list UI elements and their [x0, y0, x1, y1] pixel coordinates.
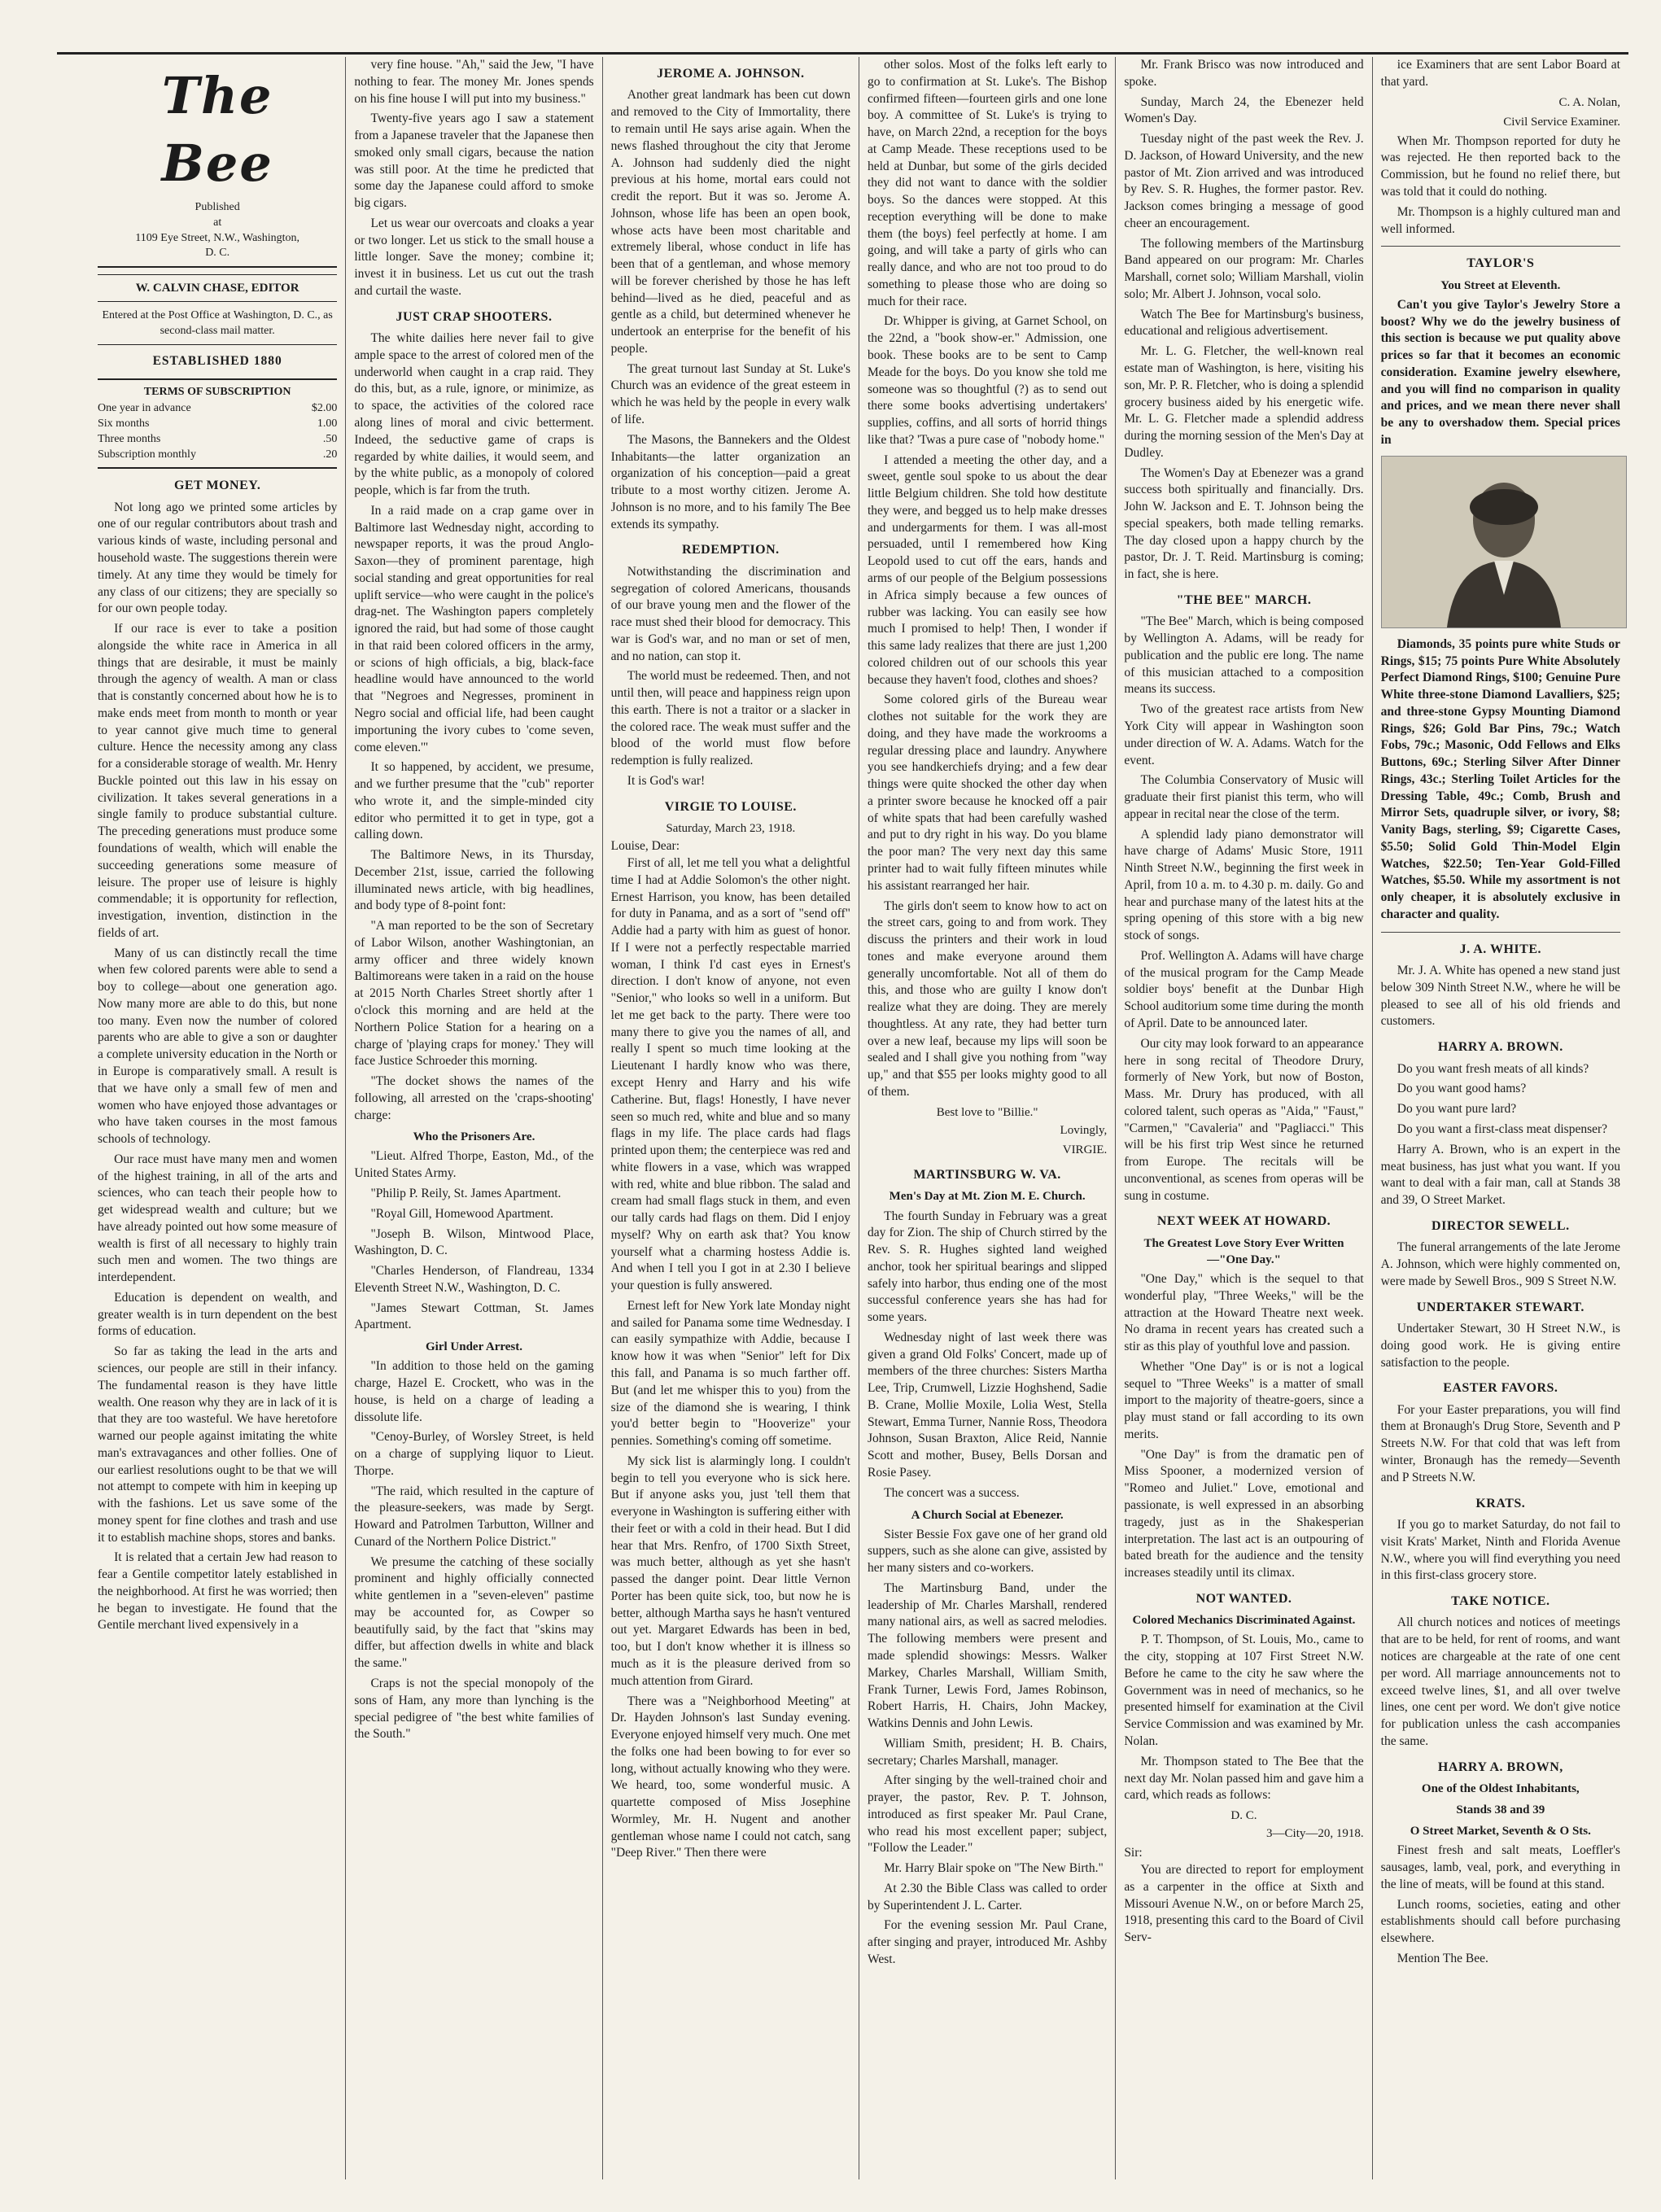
article-paragraph: "One Day" is from the dramatic pen of Miss Spooner, a modernized version of "Romeo and Juliet." Love, emotional and passionate, is well expressed in an absorbing tragedy, just as in the Shakesperian interpretation. The last act is an outpouring of bated breath for the audience and the tensity increases steadily until its climax.: [1124, 1447, 1364, 1580]
article-paragraph: "The Bee" March, which is being composed by Wellington A. Adams, will be ready for publication and the public ere long. The name of this musician attached to a composition means its success.: [1124, 614, 1364, 697]
prisoner-entry: "Charles Henderson, of Flandreau, 1334 Eleventh Street N.W., Washington, D. C.: [354, 1264, 594, 1295]
card-salutation: Sir:: [1124, 1846, 1143, 1860]
article-paragraph: Dr. Whipper is giving, at Garnet School, on the 22nd, a "book show-er." Admission, one book. These books are to be sent to Camp Meade for the boys. Do you know she told me someone was so thoughtful (?) as to send out there some books advertising undertakers' supplies, coffins, and all sorts of horrid things like that? 'Twas a pure case of "nobody home.": [867, 314, 1108, 447]
article-paragraph: Ernest left for New York late Monday night and sailed for Panama some time Wednesday. I can easily sympathize with Addie, because I know how it was when "Senior" left for Dix this fall, and Panama is so much farther off. But (and let me whisper this to you) from the size of the diamond she is wearing, I think you'd better begin to "Hooverize" your pennies. Something's coming off sometime.: [610, 1298, 850, 1449]
ad-text: If you go to market Saturday, do not fail to visit Krats' Market, Ninth and Florida Avenue N.W., where you will find everything you need in this first-class grocery store.: [1380, 1517, 1620, 1583]
article-paragraph: A splendid lady piano demonstrator will have charge of Adams' Music Store, 1911 Ninth Street N.W., beginning the first week in April, from 10 a. m. to 4.30 p. m. daily. Go and hear and purchase many of the latest hits at the spring opening of this store with a big new stock of songs.: [1124, 827, 1364, 943]
ad-text: Mr. J. A. White has opened a new stand just below 309 Ninth Street N.W., where he will be pleased to see all of his old friends and customers.: [1380, 964, 1620, 1029]
article-paragraph: Mr. L. G. Fletcher, the well-known real estate man of Washington, is here, visiting his son, Mr. P. R. Fletcher, who is doing a splendid grocery business aided by his energetic wife. Mr. L. G. Fletcher made a splendid address during the morning session of the Men's Day at Dudley.: [1124, 344, 1364, 460]
article-paragraph: If our race is ever to take a position alongside the white race in America in all things that are desirable, it must be mainly through the agency of wealth. A man or class that is constantly concerned about how he is to make ends meet from month to month or year to year cannot give much time to general culture. Hence the necessity among any class for a considerable storage of wealth. Mr. Henry Buckle pointed out this law in his essay on civilization. It takes several generations in a single family to produce substantial culture. The preceding generations must produce some foundations of wealth, which will enable the succeeding generations some measure of leisure. The proper use of leisure is highly commendable; it is opportunity for reflection, investigation, invention, distinction in the fields of art.: [98, 622, 338, 940]
masthead: [98, 62, 337, 268]
prisoner-entry: "Philip P. Reily, St. James Apartment.: [370, 1187, 562, 1200]
article-paragraph: The Martinsburg Band, under the leadership of Mr. Charles Marshall, rendered many national airs, as well as sacred melodies. The following members were present and made splendid showings: Messrs. Walker Markey, Charles Marshall, William Smith, Frank Turner, Lewis Ford, James Robinson, Robert Harris, H. Chairs, John Mackey, Watkins Dennis and John Lewis.: [867, 1580, 1108, 1731]
published-label: Published: [195, 201, 240, 214]
article-heading: "THE BEE" MARCH.: [1176, 592, 1312, 607]
article-paragraph: Tuesday night of the past week the Rev. J. D. Jackson, of Howard University, and the new pastor of Mt. Zion arrived and was introduced by Rev. S. R. Hughes, the former pastor. Rev. Jackson comes bringing a message of good cheer an encouragement.: [1124, 132, 1364, 230]
article-heading: REDEMPTION.: [681, 543, 780, 557]
article-paragraph: Notwithstanding the discrimination and segregation of colored Americans, thousands of our brave young men and the flower of the race must shed their blood for democracy. This war is God's war, and no man or set of men, and no nation, can stop it.: [610, 564, 850, 663]
article-paragraph: Education is dependent on wealth, and greater wealth is in turn dependent on the best forms of education.: [98, 1290, 338, 1339]
terms-row: [98, 432, 337, 448]
article-heading: NOT WANTED.: [1195, 1591, 1292, 1606]
article-paragraph: Twenty-five years ago I saw a statement from a Japanese traveler that the Japanese then smoked only small cigars, because the nation was still poor. At the time he predicted that some day the Japanese could afford to smoke big cigars.: [354, 111, 594, 211]
article-paragraph: We presume the catching of these socially prominent and highly officially connected white gentlemen in a "seven-eleven" pastime may be accounted for, as Cowper so beautifully said, by the fact that "skins may differ, but affection dwells in white and black the same.": [354, 1554, 594, 1671]
ad-heading: DIRECTOR SEWELL.: [1432, 1218, 1570, 1233]
column-6: [1372, 57, 1628, 2179]
ad-subheading: One of the Oldest Inhabitants,: [1421, 1782, 1580, 1796]
ad-heading: HARRY A. BROWN,: [1437, 1760, 1563, 1774]
ad-text: Do you want good hams?: [1397, 1082, 1527, 1096]
terms-title: TERMS OF SUBSCRIPTION: [143, 385, 291, 398]
article-paragraph: The Women's Day at Ebenezer was a grand success both spiritually and financially. Drs. John W. Jackson and E. T. Johnson being the special speakers, both made telling remarks. The day closed upon a happy church by the pastor, Dr. J. T. Reid. Martinsburg is coming; in fact, she is here.: [1124, 466, 1364, 582]
article-paragraph: The fourth Sunday in February was a great day for Zion. The ship of Church stirred by the Rev. S. R. Hughes sighted land weighed anchor, took her spiritual bearings and slipped safely into harbor, thus ending one of the most successful conference years she has had for some years.: [867, 1209, 1108, 1325]
ad-text: Do you want a first-class meat dispenser?: [1397, 1121, 1608, 1136]
terms-label: Three months: [98, 432, 161, 445]
divider: [1381, 246, 1620, 247]
ad-text: The funeral arrangements of the late Jerome A. Johnson, which were highly commented on, were made by Sewell Bros., 909 S Street N.W.: [1380, 1240, 1620, 1288]
column-4: [859, 57, 1115, 2179]
terms-row: [98, 401, 337, 417]
article-paragraph: "The raid, which resulted in the capture of the pleasure-seekers, was made by Sergt. Howard and Patrolmen Tarbutton, Willner and Cunard of the Northern Police District.": [354, 1484, 594, 1549]
article-paragraph: Sister Bessie Fox gave one of her grand old suppers, such as she alone can give, assisted by her many sisters and co-workers.: [867, 1527, 1108, 1576]
prisoner-entry: "James Stewart Cottman, St. James Apartment.: [354, 1301, 594, 1332]
article-paragraph: For the evening session Mr. Paul Crane, after singing and prayer, introduced Mr. Ashby West.: [867, 1918, 1108, 1966]
ad-text: Undertaker Stewart, 30 H Street N.W., is doing good work. He is giving entire satisfaction to the people.: [1380, 1321, 1620, 1370]
published-address: 1109 Eye Street, N.W., Washington,: [135, 231, 300, 244]
article-paragraph: Sunday, March 24, the Ebenezer held Women's Day.: [1124, 94, 1364, 126]
subheading: Girl Under Arrest.: [425, 1340, 522, 1354]
ad-heading: J. A. WHITE.: [1459, 942, 1541, 956]
article-paragraph: Mr. Frank Brisco was now introduced and spoke.: [1124, 58, 1364, 89]
article-paragraph: At 2.30 the Bible Class was called to order by Superintendent J. L. Carter.: [867, 1881, 1108, 1913]
article-paragraph: William Smith, president; H. B. Chairs, secretary; Charles Marshall, manager.: [867, 1736, 1108, 1768]
newspaper-title: The Bee: [161, 66, 273, 194]
terms-row: [98, 448, 337, 463]
letter-closing: Lovingly,: [1060, 1123, 1108, 1137]
article-paragraph: It is God's war!: [627, 773, 706, 788]
article-paragraph: "The docket shows the names of the following, all arrested on the 'craps-shooting' charge:: [354, 1074, 594, 1122]
prisoner-entry: "Royal Gill, Homewood Apartment.: [370, 1206, 554, 1221]
article-paragraph: The great turnout last Sunday at St. Luke's Church was an evidence of the great esteem in which he was held by the people in every walk of life.: [610, 361, 850, 426]
article-paragraph: In a raid made on a crap game over in Baltimore last Wednesday night, according to newspaper reports, it was the proud Anglo-Saxon—they of prominent parentage, high social standing and great opportunities for real uplift service—who were caught in the police's drag-net. The Washington papers completely ignored the raid, but had some of those caught in that raid been colored officers in the army, or scions of high officials, a big, black-face headline would have announced to the world that "Negroes and Negresses, prominent in Negro social and official life, had been caught importuning the ivory cubes to 'come seven, come eleven.'": [354, 503, 594, 754]
article-paragraph: It is related that a certain Jew had reason to fear a Gentile competitor lately established in the neighborhood. At first he was worried; then he began to investigate. He found that the Gentile merchant lived expensively in a: [98, 1550, 338, 1633]
letter-date: Saturday, March 23, 1918.: [666, 822, 796, 836]
article-heading: JUST CRAP SHOOTERS.: [396, 309, 553, 324]
subheading: Colored Mechanics Discriminated Against.: [1132, 1614, 1356, 1628]
article-paragraph: Let us wear our overcoats and cloaks a year or two longer. Let us stick to the small house a little longer. Save the money; combine it; invest it in business. Let us cut out the trash and curtail the waste.: [354, 216, 594, 298]
article-paragraph: Prof. Wellington A. Adams will have charge of the musical program for the Camp Meade soldier boys' benefit at the Dunbar High School auditorium some time during the month of April. Date to be announced later.: [1124, 948, 1364, 1031]
article-paragraph: Mr. Harry Blair spoke on "The New Birth.": [884, 1861, 1104, 1876]
terms-price: 1.00: [317, 417, 338, 431]
ad-heading: UNDERTAKER STEWART.: [1416, 1300, 1585, 1314]
article-paragraph: So far as taking the lead in the arts and sciences, our people are still in their infancy. The fundamental reason is they have little wealth. One reason why they are in lack of it is that they are too wasteful. We have heretofore warned our people against imitating the white man's extravagances and other follies. One of our earliest resolutions ought to be that we will not attempt to compete with him in keeping up with the fashions. Let us save some of the money spent for fine clothes and trash and use it to establish machine shops, stores and banks.: [98, 1344, 338, 1545]
ad-heading: KRATS.: [1475, 1496, 1526, 1510]
article-paragraph: The world must be redeemed. Then, and not until then, will peace and happiness reign upon this earth. There is not a traitor or a slacker in the colored race. The weak must suffer and the blood of the world must flow before redemption is fully realized.: [610, 669, 850, 768]
column-3: [602, 57, 859, 2179]
entered-notice: Entered at the Post Office at Washington, D. C., as second-class mail matter.: [98, 308, 337, 345]
terms-row: [98, 417, 337, 432]
article-paragraph: Not long ago we printed some articles by one of our regular contributors about trash and various kinds of waste, including personal and household waste. The suggestions therein were timely. At any time they would be timely for any class of our citizens; they are specially so for our own people today.: [98, 500, 338, 616]
article-heading: JEROME A. JOHNSON.: [657, 67, 805, 81]
article-heading: VIRGIE TO LOUISE.: [664, 799, 797, 814]
ad-heading: HARRY A. BROWN.: [1437, 1040, 1563, 1055]
article-paragraph: Our race must have many men and women of the highest training, in all of the arts and sciences, who can teach their people how to get widespread wealth and culture; but we have already pointed out how some measure of wealth is first of all necessary to highly train such men and women. The two things are interdependent.: [98, 1152, 338, 1285]
article-paragraph: ice Examiners that are sent Labor Board at that yard.: [1380, 58, 1620, 89]
terms-price: .20: [322, 448, 338, 461]
card-date: 3—City—20, 1918.: [1266, 1827, 1364, 1841]
subscription-terms: [98, 380, 337, 470]
article-heading: MARTINSBURG W. VA.: [913, 1167, 1061, 1182]
article-paragraph: very fine house. "Ah," said the Jew, "I have nothing to fear. The money Mr. Jones spends on his fine house I will put into my business.": [354, 58, 594, 106]
subheading: The Greatest Love Story Ever Written—"One Day.": [1143, 1236, 1344, 1266]
article-paragraph: It so happened, by accident, we presume, and we further presume that the "cub" reporter who wrote it, and the simple-minded city editor who permitted it to get in type, got a calling down.: [354, 760, 594, 842]
column-2: [345, 57, 601, 2179]
article-paragraph: Wednesday night of last week there was given a grand Old Folks' Concert, made up of members of the three churches: Sisters Martha Lee, Trip, Crumwell, Lizzie Hoghshend, Sadie B. Crane, Mollie Moxile, Lolia West, Stella Stewart, Emma Turner, Nannie Ross, Theodora Johnson, Susan Braxton, Alice Reid, Nannie Scott and mother, Busey, Bells Dorsan and Rosie Pasey.: [867, 1330, 1108, 1480]
ad-subheading: You Street at Eleventh.: [1440, 278, 1561, 292]
top-rule: [57, 52, 1628, 55]
ad-text: Do you want fresh meats of all kinds?: [1397, 1061, 1589, 1076]
portrait-illustration: [1382, 457, 1626, 627]
card-place: D. C.: [1230, 1809, 1257, 1823]
article-paragraph: Many of us can distinctly recall the time when few colored parents were able to send a boy to college—about one generation ago. Now many more are able to do this, but none too many. Even now the number of colored parents who are able to give a son or daughter a complete university education in the North or in Europe is comparatively small. A result is that we have only a small few of men and women who have enjoyed those advantages or who have taken courses in the most famous schools of technology.: [98, 946, 338, 1147]
divider: [1381, 932, 1620, 933]
article-paragraph: There was a "Neighborhood Meeting" at Dr. Hayden Johnson's last Sunday evening. Everyone enjoyed himself very much. One met the folks one had been bowing to for ever so long, without actually knowing who they were. We heard, too, some wonderful music. A quartette composed of Miss Josephine Wormley, Mr. H. Nugent and another gentleman whose name I could not catch, sang "Deep River." Then there were: [610, 1694, 850, 1860]
article-paragraph: I attended a meeting the other day, and a sweet, gentle soul spoke to us about the dear little Belgium children. She told how destitute they were, and begged us to help make dresses and undergarments for them. I was all-most persuaded, until I remembered how King Leopold used to cut off the ears, hands and arms of our people of the Belgium possessions in Africa simply because a few ounces of rubber was lacking. You can easily see how much I promised to help! Then, I wonder if this same lady realizes that there are just 1,200 colored children out of our schools this year because they haven't food, clothes and shoes?: [867, 452, 1108, 687]
article-paragraph: When Mr. Thompson reported for duty he was rejected. He then reported back to the Commission, but he found no relief there, but was told that it could do nothing.: [1380, 133, 1620, 199]
article-paragraph: My sick list is alarmingly long. I couldn't begin to tell you everyone who is sick here. But if anyone asks you, just 'tell them that everyone in Washington is suffering either with their feet or with a cold in their head. But I did hear that Mrs. Renfro, of 1700 Sixth Street, was much better, although as yet she hasn't passed the danger point. Dear little Vernon Porter has been quite sick, too, but now he is better, although Martha says he hasn't ventured out yet. Margaret Edwards has been in bed, too, but I don't know whether it is illness so much as it is the pleasure derived from so much attention from Girard.: [610, 1454, 850, 1688]
article-paragraph: The girls don't seem to know how to act on the street cars, going to and from work. They discuss the printers and their work in loud tones and make everyone around them generally uncomfortable. Not all of them do this, and those who are guilty I know don't realize what they are doing. They are merely thoughtless. At any rate, they had better turn over a new leaf, because my lips will soon be sealed and I shall give you nothing from "way up," and that $55 per looks mighty good to all of them.: [867, 898, 1108, 1099]
columns: [90, 57, 1628, 2179]
column-1: [90, 57, 345, 2179]
article-paragraph: Two of the greatest race artists from New York City will appear in Washington soon under direction of W. A. Adams. Watch for the event.: [1124, 702, 1364, 767]
ad-text: Do you want pure lard?: [1397, 1102, 1517, 1117]
article-heading: NEXT WEEK AT HOWARD.: [1156, 1214, 1331, 1229]
ad-heading: TAYLOR'S: [1466, 256, 1535, 271]
article-paragraph: Some colored girls of the Bureau wear clothes not suitable for the work they are doing, and they have made the workrooms a regular dressing place and laundry. Anywhere you see handkerchiefs drying; and a few dear things were quite shocked the other day when a printer swore because he knocked off a pair of white spats that had been carefully washed and put to dry right in his way. Do you blame the poor man? The very next day this same printer had to wait fully fifteen minutes while his assistant rearranged her hair.: [867, 693, 1108, 893]
terms-price: .50: [322, 432, 338, 445]
article-paragraph: Mr. Thompson is a highly cultured man and well informed.: [1380, 204, 1620, 236]
terms-label: Six months: [98, 417, 150, 431]
article-paragraph: After singing by the well-trained choir and prayer, the pastor, Rev. P. T. Johnson, introduced as first speaker Mr. Paul Crane, who read his most excellent paper; subject, "Follow the Leader.": [867, 1773, 1108, 1856]
letter-signature: VIRGIE.: [1062, 1143, 1108, 1156]
established-line: ESTABLISHED 1880: [98, 345, 337, 380]
subheading: Men's Day at Mt. Zion M. E. Church.: [889, 1190, 1086, 1204]
article-paragraph: Another great landmark has been cut down and removed to the City of Immortality, there to remain until He says arise again. When the news flashed throughout the city that Jerome A. Johnson had suddenly died the night previous at his home, mortal ears could not credit the report. But it was so. Jerome A. Johnson, whose life has been an open book, whose acts have been most charitable and extremely liberal, whose conduct in life has been that of a gentleman, and whose memory will be forever cherished by those he has left behind—lived as he died, peaceful and as gentle as a child, but determined whenever he undertook an enterprise for the benefit of his people.: [610, 88, 850, 356]
signature-title: Civil Service Examiner.: [1503, 115, 1620, 129]
portrait-image: [1381, 456, 1627, 628]
article-paragraph: "A man reported to be the son of Secretary of Labor Wilson, another Washingtonian, an army officer and three widely known Baltimoreans were taken in a raid on the house at 2015 North Charles Street shortly after 1 o'clock this morning and are held at the Northern Police Station for a hearing on a charge of 'playing craps for money.' They will face Justice Schroeder this morning.: [354, 919, 594, 1069]
article-paragraph: First of all, let me tell you what a delightful time I had at Addie Solomon's the other night. Ernest Harrison, you know, has been detailed for duty in Panama, and as a sort of "send off" Addie had a party with him as guest of honor. If I were not a perfectly respectable married woman, I think I'd cast eyes in Ernest's direction. I don't know of anyone, not even "Senior," who looks so well in a uniform. But let me get back to the party. There were too many there to give you the names of all, and really I spent so much time looking at the Lieutenant I hardly know who was there, except Henry and Harry and his wife Catherine. But, flags! Honestly, I have never seen so much red, white and blue and so many flags in my life. The place cards had flags printed upon them; the centerpiece was red and white flowers in a vase, which was wrapped with red, white and blue ribbon. The salad and cream had small flags stuck in them, and even our tally cards had flags on them. Did I enjoy myself? Why on earth ask that? You know yourself what a charming hostess Addie is. And when I tell you I got in at 2.30 I believe your question is fully answered.: [610, 856, 850, 1293]
ad-text: All church notices and notices of meetings that are to be held, for rent of rooms, and want notices are chargeable at the rate of one cent per word. All marriage announcements not to exceed twelve lines, $1, and all over twelve lines, one cent per word. We don't give notice for publication unless the cash accompanies the same.: [1380, 1615, 1620, 1748]
ad-text: Finest fresh and salt meats, Loeffler's sausages, lamb, veal, pork, and everything in the line of meats, will be found at this stand.: [1380, 1843, 1620, 1891]
ad-subheading: Stands 38 and 39: [1456, 1803, 1545, 1817]
article-paragraph: Craps is not the special monopoly of the sons of Ham, any more than lynching is the special pedigree of "the best white families of the South.": [354, 1676, 594, 1742]
letter-closing: Best love to "Billie.": [936, 1105, 1038, 1119]
prisoner-entry: "Joseph B. Wilson, Mintwood Place, Washington, D. C.: [354, 1226, 594, 1258]
article-paragraph: Our city may look forward to an appearance here in song recital of Theodore Drury, formerly of New York, but now of Boston, Mass. Mr. Drury has produced, with all colored talent, such operas as "Aida," "Faust," "Carmen," "Cavaleria" and "Pagliacci." This will be his first trip West since he returned from Europe. The recitals will be unconventional, as scenes from operas will be sung in costume.: [1124, 1036, 1364, 1203]
article-paragraph: "Cenoy-Burley, of Worsley Street, is held on a charge of supplying liquor to Lieut. Thorpe.: [354, 1430, 594, 1478]
article-paragraph: P. T. Thompson, of St. Louis, Mo., came to the city, stopping at 107 First Street N.W. Before he came to the city he saw where the Government was in need of mechanics, so he presented himself for examination at the Civil Service Commission and was examined by Mr. Nolan.: [1124, 1633, 1364, 1748]
article-paragraph: The Baltimore News, in its Thursday, December 21st, issue, carried the following illuminated news article, with big headlines, and body type of 8-point font:: [354, 848, 594, 913]
article-paragraph: The Columbia Conservatory of Music will graduate their first pianist this term, who will appear in recital near the close of the term.: [1124, 773, 1364, 821]
article-paragraph: "In addition to those held on the gaming charge, Hazel E. Crockett, who was in the house, is held on a charge of leading a dissolute life.: [354, 1359, 594, 1424]
prisoner-entry: "Lieut. Alfred Thorpe, Easton, Md., of the United States Army.: [354, 1149, 594, 1181]
article-paragraph: Mr. Thompson stated to The Bee that the next day Mr. Nolan passed him and gave him a card, which reads as follows:: [1124, 1754, 1364, 1803]
editor-line: W. CALVIN CHASE, EDITOR: [98, 274, 337, 302]
article-paragraph: Whether "One Day" is or is not a logical sequel to "Three Weeks" is a matter of small import to the majority of theatre-goers, since a play must stand or fall according to its own merits.: [1124, 1359, 1364, 1441]
article-paragraph: The Masons, the Bannekers and the Oldest Inhabitants—the latter organization an organization of his conception—paid a great tribute to a most worthy citizen. Jerome A. Johnson is no more, and to his family The Bee extends its sympathy.: [610, 432, 850, 531]
article-paragraph: The white dailies here never fail to give ample space to the arrest of colored men of the underworld when caught in a crap raid. They do this, but, as a rule, ignore, or minimize, as to space, the activities of the colored race along lines of moral and civic betterment. Indeed, the seductive game of craps is regarded by white dailies, it would seem, and by the white public, as a monopoly of colored people, which is far from the truth.: [354, 331, 594, 498]
ad-text: For your Easter preparations, you will find them at Bronaugh's Drug Store, Seventh and P Streets N.W. For that cold that was left from winter, Bronaugh has the remedy—Seventh and P Streets N.W.: [1380, 1402, 1620, 1484]
article-paragraph: The concert was a success.: [884, 1485, 1020, 1500]
ad-text: Harry A. Brown, who is an expert in the meat business, has just what you want. If you want to deal with a fair man, call at Stands 38 and 39, O Street Market.: [1380, 1142, 1620, 1208]
article-paragraph: The following members of the Martinsburg Band appeared on our program: Mr. Charles Marshall, cornet solo; William Marshall, violin solo; Mr. Albert J. Johnson, vocal solo.: [1124, 236, 1364, 301]
letter-salutation: Louise, Dear:: [610, 839, 680, 854]
subheading: Who the Prisoners Are.: [413, 1130, 535, 1144]
signature: C. A. Nolan,: [1558, 95, 1620, 109]
terms-label: One year in advance: [98, 402, 191, 415]
ad-text: Lunch rooms, societies, eating and other establishments should call before purchasing elsewhere.: [1380, 1897, 1620, 1946]
column-5: [1115, 57, 1371, 2179]
ad-heading: EASTER FAVORS.: [1443, 1381, 1558, 1396]
article-paragraph: "One Day," which is the sequel to that wonderful play, "Three Weeks," will be the attraction at the Howard Theatre next week. No drama in recent years has created such a stir as this play of youthful love and passion.: [1124, 1272, 1364, 1354]
ad-text: Diamonds, 35 points pure white Studs or Rings, $15; 75 points Pure White Absolutely Perfect Diamond Rings, $100; Genuine Pure White three-stone Diamond Lavalliers, $25; and three-stone Gypsy Mounting Diamond Rings, $26; Gold Bar Pins, 79c.; Watch Fobs, 79c.; Masonic, Odd Fellows and Elks Buttons, 69c.; Sterling Silver After Dinner Rings, 43c.; Sterling Toilet Articles for the Dressing Table, 49c.; Comb, Brush and Mirror Sets, quadruple silver, or ivory, $8; Vanity Bags, sterling, $9; Cigarette Cases, $5.50; Solid Gold Thin-Model Elgin Watches, $22.50; Ten-Year Gold-Filled Watches, $5.50. While my assortment is not only cheaper, it is absolutely exclusive in character and quality.: [1380, 636, 1620, 921]
ad-text: Mention The Bee.: [1397, 1951, 1488, 1965]
ad-text: Can't you give Taylor's Jewelry Store a boost? Why we do the jewelry business of this section is because we put quality above prices so far that it becomes an economic consideration. Examine jewelry elsewhere, and you will find no comparison in quality and prices, and we mean there never shall be any to overshadow them. Special prices in: [1380, 297, 1620, 447]
ad-subheading: O Street Market, Seventh & O Sts.: [1410, 1825, 1591, 1838]
terms-price: $2.00: [311, 402, 338, 415]
ad-heading: TAKE NOTICE.: [1451, 1594, 1550, 1609]
published-city: D. C.: [205, 247, 230, 260]
published-at: at: [213, 216, 222, 229]
terms-label: Subscription monthly: [98, 448, 196, 461]
subheading: A Church Social at Ebenezer.: [911, 1508, 1064, 1522]
article-paragraph: other solos. Most of the folks left early to go to confirmation at St. Luke's. The Bishop confirmed fifteen—fourteen girls and one lone boy. A committee of St. Luke's is trying to have, on March 22nd, a reception for the boys at Camp Meade. These receptions used to be held at Dunbar, but some of the girls decided they did not want to dance with the soldier boys. So the dances were stopped. At this reception everything will be done to make them (the boys) feel perfectly at home. I am going, and will take a party of girls who can really dance, and who are not too proud to do something to please those who are doing so much for their race.: [867, 58, 1108, 308]
card-text: You are directed to report for employment as a carpenter in the office at Sixth and Missouri Avenue N.W., on or before March 25, 1918, presenting this card to the Board of Civil Serv-: [1124, 1862, 1364, 1945]
article-paragraph: Watch The Bee for Martinsburg's business, educational and religious advertisement.: [1124, 307, 1364, 339]
article-heading: GET MONEY.: [173, 479, 261, 493]
